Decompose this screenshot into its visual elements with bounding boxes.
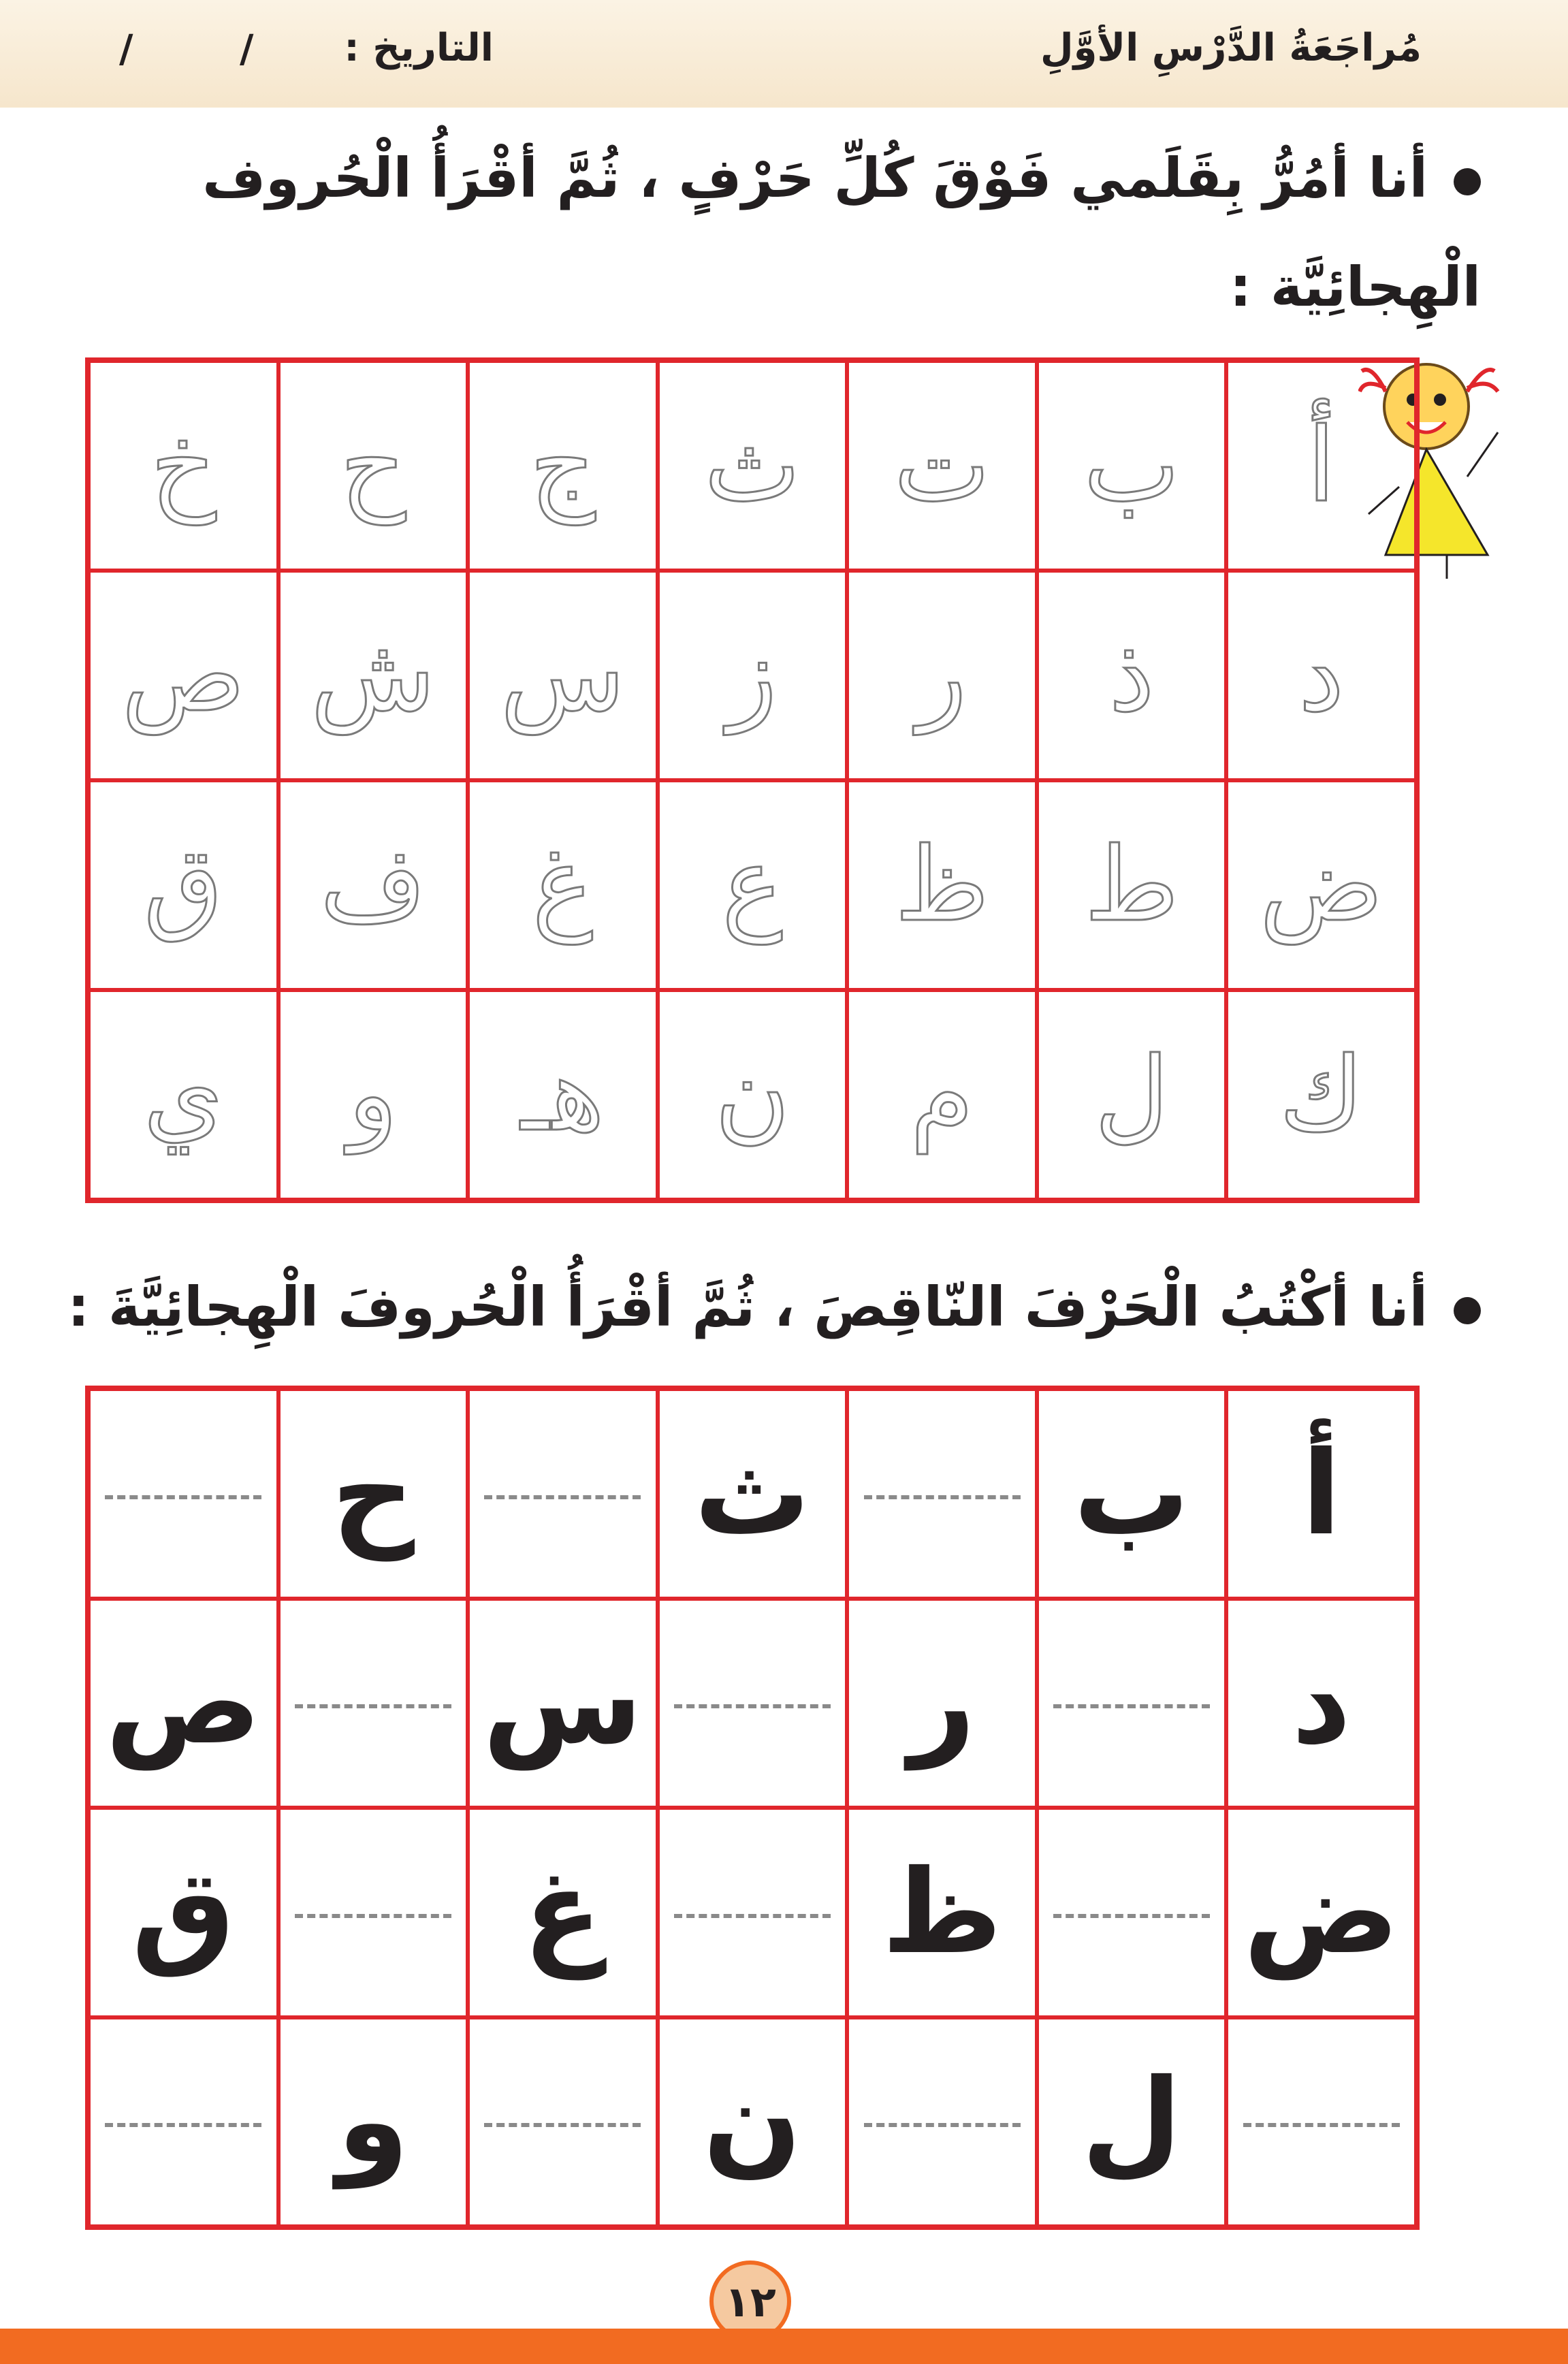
dotted-letter: ش [310,616,436,735]
solid-letter: د [1292,1635,1351,1771]
solid-letter: ث [694,1426,811,1561]
letter-cell [278,1389,468,1599]
dotted-letter: ك [1279,1036,1364,1154]
dotted-letter: ث [704,406,801,525]
dotted-letter: ص [121,616,245,735]
trace-cell[interactable] [89,780,278,990]
dotted-letter: ق [144,826,223,944]
missing-letter-blank[interactable] [468,1389,658,1599]
blank-dashed-line [484,1495,641,1499]
dotted-letter: ر [917,616,967,735]
trace-cell[interactable] [1226,780,1416,990]
missing-letter-blank[interactable] [847,1389,1037,1599]
dotted-letter: ي [143,1036,223,1154]
missing-letter-blank[interactable] [468,2017,658,2227]
blank-dashed-line [295,1704,451,1708]
letter-cell [278,2017,468,2227]
missing-letters-grid [85,1386,1420,2230]
date-separator: / [240,27,254,71]
missing-letter-blank[interactable] [278,1599,468,1808]
instruction-trace-line1: أنا أمُرُّ بِقَلَمي فَوْقَ كُلِّ حَرْفٍ ، ثُمَّ أقْرَأُ الْحُروف [202,146,1428,210]
dotted-letter: د [1298,616,1345,735]
solid-letter: ض [1243,1844,1400,1980]
letter-cell [658,2017,848,2227]
solid-letter: س [483,1635,643,1771]
trace-cell[interactable] [1037,990,1227,1200]
trace-cell[interactable] [1226,361,1416,571]
blank-dashed-line [105,1495,261,1499]
missing-letter-blank[interactable] [658,1599,848,1808]
trace-letters-grid [85,357,1420,1203]
blank-dashed-line [864,2123,1021,2127]
dotted-letter: ز [727,616,778,735]
dotted-letter: خ [150,406,217,525]
dotted-letter: ذ [1108,616,1155,735]
date-separator: / [119,27,133,71]
missing-letter-blank[interactable] [1226,2017,1416,2227]
solid-letter: ص [105,1635,261,1771]
dotted-letter: ت [893,406,991,525]
letter-cell [468,1599,658,1808]
trace-cell[interactable] [278,990,468,1200]
trace-cell[interactable] [847,571,1037,780]
trace-cell[interactable] [658,571,848,780]
blank-dashed-line [674,1914,831,1918]
letter-cell [89,1599,278,1808]
missing-letter-blank[interactable] [1037,1808,1227,2017]
blank-dashed-line [484,2123,641,2127]
dotted-letter: ظ [895,826,989,944]
instruction-trace [202,124,1481,342]
footer-bar [0,2329,1568,2364]
solid-letter: ل [1081,2054,1182,2190]
dotted-letter: ف [320,826,426,944]
trace-cell[interactable] [1037,571,1227,780]
missing-letter-blank[interactable] [847,2017,1037,2227]
trace-cell[interactable] [468,990,658,1200]
letter-cell [1226,1808,1416,2017]
trace-cell[interactable] [847,990,1037,1200]
blank-dashed-line [105,2123,261,2127]
trace-cell[interactable] [1226,990,1416,1200]
missing-letter-blank[interactable] [278,1808,468,2017]
instruction-missing [67,1253,1481,1362]
solid-letter: ق [131,1844,236,1980]
solid-letter: ر [908,1635,976,1771]
solid-letter: و [337,2054,409,2190]
solid-letter: أ [1301,1426,1341,1561]
trace-cell[interactable] [847,780,1037,990]
dotted-letter: ل [1094,1036,1169,1154]
instruction-missing-text: أنا أكْتُبُ الْحَرْفَ النّاقِصَ ، ثُمَّ أقْرَأُ الْحُروفَ الْهِجائِيَّةَ : [67,1275,1428,1339]
solid-letter: ب [1073,1426,1190,1561]
trace-cell[interactable] [89,990,278,1200]
trace-cell[interactable] [847,361,1037,571]
trace-cell[interactable] [468,571,658,780]
missing-letter-blank[interactable] [89,1389,278,1599]
letter-cell [658,1389,848,1599]
blank-dashed-line [674,1704,831,1708]
blank-dashed-line [864,1495,1021,1499]
dotted-letter: م [910,1036,974,1154]
letter-cell [1037,2017,1227,2227]
page-number: ١٢ [709,2261,791,2342]
solid-letter: ظ [882,1844,1002,1980]
dotted-letter: ع [722,826,783,944]
solid-letter: غ [523,1844,603,1980]
lesson-title: مُراجَعَةُ الدَّرْسِ الأوَّلِ [1040,26,1422,70]
letter-cell [847,1599,1037,1808]
dotted-letter: ط [1084,826,1179,944]
dotted-letter: ض [1260,826,1383,944]
dotted-letter: ج [530,406,596,525]
dotted-letter: و [348,1036,398,1154]
date-label: التاريخ : [344,26,494,70]
blank-dashed-line [1053,1914,1210,1918]
trace-cell[interactable] [89,571,278,780]
trace-cell[interactable] [658,361,848,571]
letter-cell [89,1808,278,2017]
letter-cell [1037,1389,1227,1599]
letter-cell [468,1808,658,2017]
letter-cell [1226,1599,1416,1808]
blank-dashed-line [295,1914,451,1918]
solid-letter: ن [703,2054,802,2190]
letter-cell [847,1808,1037,2017]
dotted-letter: هـ [520,1036,605,1154]
trace-cell[interactable] [278,361,468,571]
blank-dashed-line [1053,1704,1210,1708]
trace-cell[interactable] [89,361,278,571]
dotted-letter: غ [532,826,594,944]
trace-cell[interactable] [658,990,848,1200]
trace-cell[interactable] [278,571,468,780]
trace-cell[interactable] [1226,571,1416,780]
missing-letter-blank[interactable] [658,1808,848,2017]
missing-letter-blank[interactable] [1037,1599,1227,1808]
bullet-icon [1454,1297,1481,1324]
trace-cell[interactable] [1037,361,1227,571]
trace-cell[interactable] [468,361,658,571]
dotted-letter: ن [714,1036,790,1154]
trace-cell[interactable] [468,780,658,990]
dotted-letter: س [500,616,625,735]
trace-cell[interactable] [278,780,468,990]
instruction-trace-line2: الْهِجائِيَّة : [1229,255,1481,319]
missing-letter-blank[interactable] [89,2017,278,2227]
blank-dashed-line [1243,2123,1400,2127]
trace-cell[interactable] [1037,780,1227,990]
trace-cell[interactable] [658,780,848,990]
dotted-letter: ب [1083,406,1180,525]
dotted-letter: أ [1307,406,1336,525]
solid-letter: ح [331,1426,415,1561]
bullet-icon [1454,168,1481,195]
letter-cell [1226,1389,1416,1599]
dotted-letter: ح [340,406,406,525]
